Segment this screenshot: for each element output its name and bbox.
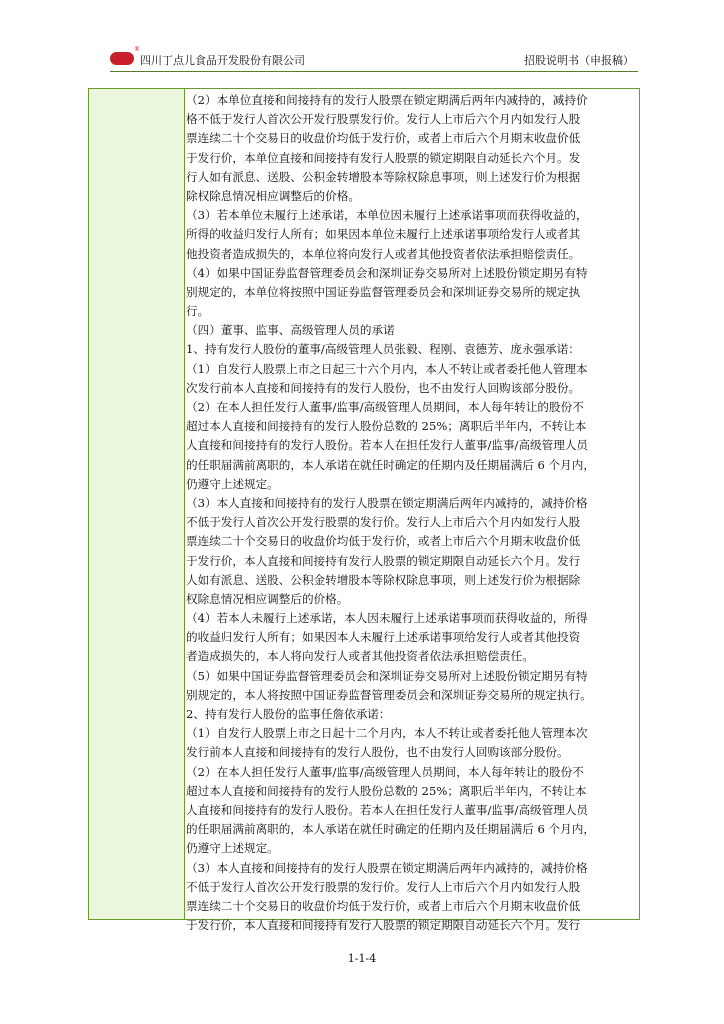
text-line: 于发行价，本人直接和间接持有发行人股票的锁定期限自动延长六个月。发行	[186, 918, 581, 933]
text-line: （3）本人直接和间接持有的发行人股票在锁定期满后两年内减持的，减持价格	[186, 860, 588, 875]
text-line: 仍遵守上述规定。	[186, 841, 279, 856]
text-line: 于发行价，本单位直接和间接持有发行人股票的锁定期限自动延长六个月。发	[186, 150, 581, 165]
company-name: 四川丁点儿食品开发股份有限公司	[140, 54, 305, 67]
text-line: 权除息情况相应调整后的价格。	[186, 591, 349, 606]
text-line: 人直接和间接持有的发行人股份。若本人在担任发行人董事/监事/高级管理人员	[186, 802, 589, 817]
text-line: 次发行前本人直接和间接持有的发行人股份，也不由发行人回购该部分股份。	[186, 380, 581, 395]
table-content-cell	[186, 91, 638, 935]
page-number: 1-1-4	[347, 952, 377, 965]
commitment-table	[88, 88, 640, 933]
trademark-mark: ®	[134, 46, 140, 53]
text-line: 于发行价，本人直接和间接持有发行人股票的锁定期限自动延长六个月。发行	[186, 553, 581, 568]
text-line: 他投资者造成损失的，本单位将向发行人或者其他投资者依法承担赔偿责任。	[186, 246, 581, 261]
text-line: （2）在本人担任发行人董事/监事/高级管理人员期间，本人每年转让的股份不	[186, 764, 584, 779]
text-line: （3）若本单位未履行上述承诺，本单位因未履行上述承诺事项而获得收益的，	[186, 208, 588, 223]
text-line: 票连续二十个交易日的收盘价均低于发行价，或者上市后六个月期末收盘价低	[186, 898, 581, 913]
text-line: （4）如果中国证券监督管理委员会和深圳证券交易所对上述股份锁定期另有特	[186, 265, 588, 280]
text-line: （2）在本人担任发行人董事/监事/高级管理人员期间，本人每年转让的股份不	[186, 400, 584, 414]
text-line: 2、持有发行人股份的监事任詹依承诺：	[186, 707, 391, 721]
text-line: 不低于发行人首次公开发行股票的发行价。发行人上市后六个月内如发行人股	[186, 879, 581, 894]
text-line: 行。	[186, 304, 210, 319]
text-line: （4）若本人未履行上述承诺，本人因未履行上述承诺事项而获得收益的，所得	[186, 611, 588, 626]
text-line: 超过本人直接和间接持有的发行人股份总数的 25%；离职后半年内，不转让本	[186, 783, 587, 798]
text-line: （1）自发行人股票上市之日起三十六个月内，本人不转让或者委托他人管理本	[186, 361, 588, 376]
text-line: 的任职届满前离职的，本人承诺在就任时确定的任期内及任期届满后 6 个月内，	[186, 457, 595, 472]
text-line: 票连续二十个交易日的收盘价均低于发行价，或者上市后六个月期末收盘价低	[186, 131, 581, 146]
text-line: 除权除息情况相应调整后的价格。	[186, 188, 360, 203]
text-line: 票连续二十个交易日的收盘价均低于发行价，或者上市后六个月期末收盘价低	[186, 534, 581, 549]
text-line: 1、持有发行人股份的董事/高级管理人员张毅、程刚、袁德芳、庞永强承诺：	[186, 342, 580, 357]
text-line: 不低于发行人首次公开发行股票的发行价。发行人上市后六个月内如发行人股	[186, 515, 581, 530]
text-line: （四）董事、监事、高级管理人员的承诺	[186, 323, 395, 338]
company-logo	[110, 52, 134, 65]
text-line: 仍遵守上述规定。	[186, 476, 279, 491]
text-line: 的收益归发行人所有；如果因本人未履行上述承诺事项给发行人或者其他投资	[186, 630, 581, 645]
text-line: （3）本人直接和间接持有的发行人股票在锁定期满后两年内减持的，减持价格	[186, 495, 588, 510]
text-line: （2）本单位直接和间接持有的发行人股票在锁定期满后两年内减持的，减持价	[186, 93, 588, 107]
text-line: 别规定的，本单位将按照中国证券监督管理委员会和深圳证券交易所的规定执	[186, 284, 581, 299]
text-line: 行人如有派息、送股、公积金转增股本等除权除息事项，则上述发行价为根据	[186, 169, 581, 184]
text-line: 所得的收益归发行人所有；如果因本单位未履行上述承诺事项给发行人或者其	[186, 227, 581, 242]
text-line: 人直接和间接持有的发行人股份。若本人在担任发行人董事/监事/高级管理人员	[186, 438, 589, 453]
text-line: 超过本人直接和间接持有的发行人股份总数的 25%；离职后半年内，不转让本	[186, 419, 587, 434]
page-header	[110, 46, 638, 72]
table-left-cell	[89, 89, 185, 919]
document-type: 招股说明书（申报稿）	[524, 54, 634, 67]
text-line: 发行前本人直接和间接持有的发行人股份，也不由发行人回购该部分股份。	[186, 745, 569, 760]
text-line: 的任职届满前离职的，本人承诺在就任时确定的任期内及任期届满后 6 个月内，	[186, 822, 595, 837]
text-line: （1）自发行人股票上市之日起十二个月内，本人不转让或者委托他人管理本次	[186, 726, 588, 741]
text-line: 别规定的，本人将按照中国证券监督管理委员会和深圳证券交易所的规定执行。	[186, 687, 592, 702]
text-line: 者造成损失的，本人将向发行人或者其他投资者依法承担赔偿责任。	[186, 649, 534, 664]
text-line: 格不低于发行人首次公开发行股票发行价。发行人上市后六个月内如发行人股	[186, 112, 581, 127]
text-line: （5）如果中国证券监督管理委员会和深圳证券交易所对上述股份锁定期另有特	[186, 668, 588, 683]
text-line: 人如有派息、送股、公积金转增股本等除权除息事项，则上述发行价为根据除	[186, 572, 581, 587]
